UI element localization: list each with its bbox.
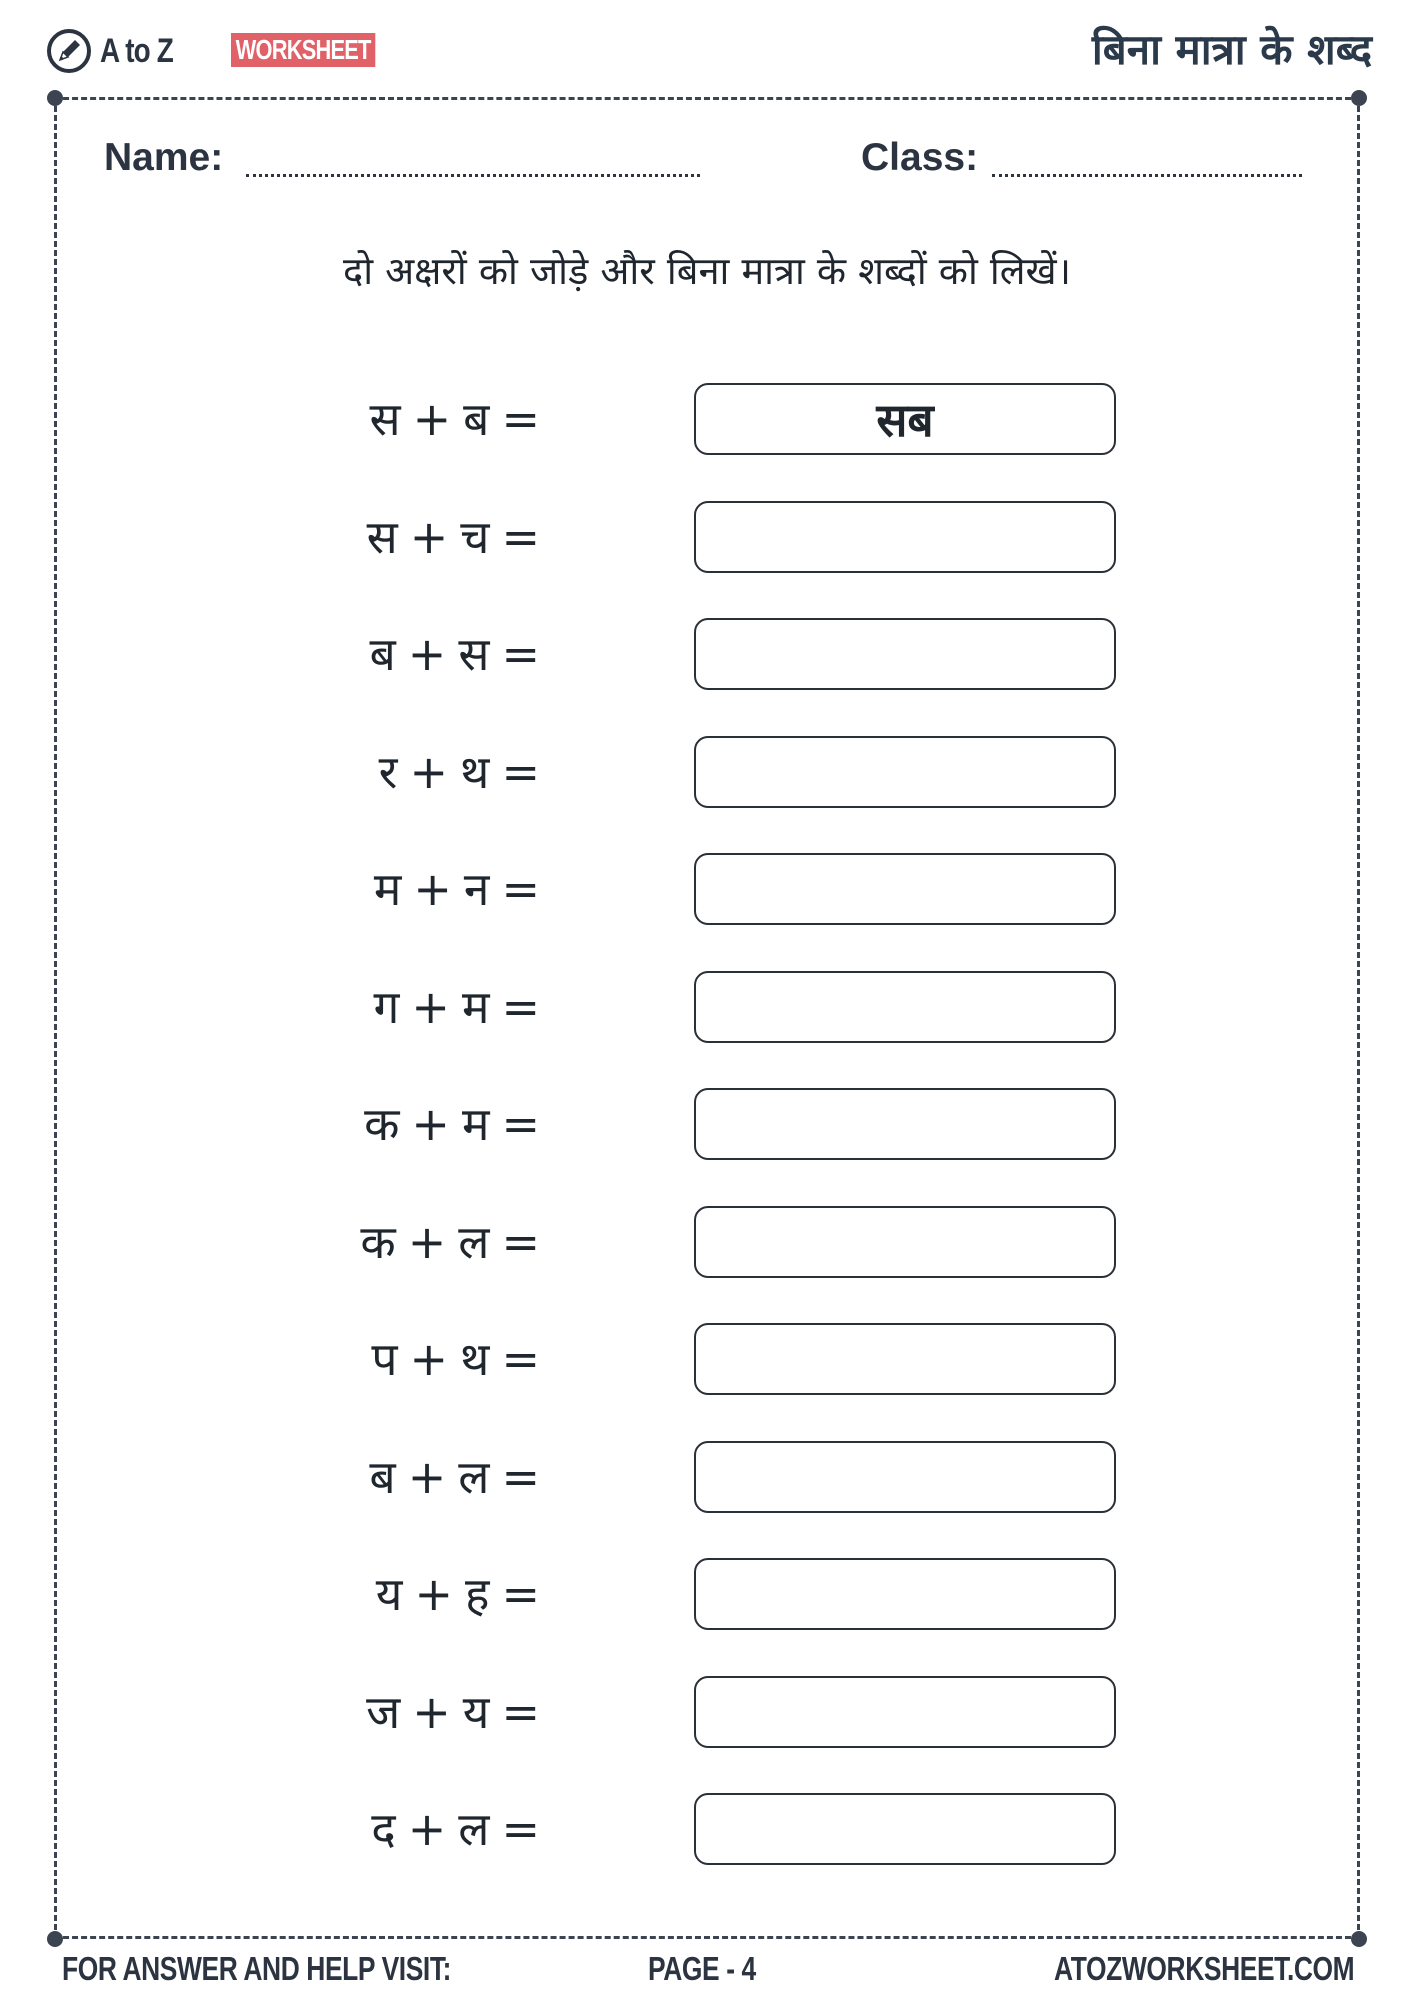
letter-b: ल: [458, 1215, 490, 1269]
letter-b: स: [458, 627, 490, 681]
answer-box[interactable]: [694, 736, 1116, 808]
plus-sign: +: [414, 1567, 454, 1621]
letter-a: क: [360, 1215, 396, 1269]
letter-equation: [366, 1676, 540, 1748]
equals-sign: =: [501, 1802, 540, 1856]
name-label: Name:: [104, 136, 224, 179]
answer-box[interactable]: [694, 501, 1116, 573]
logo-badge: WORKSHEET: [231, 33, 375, 67]
equals-sign: =: [501, 627, 540, 681]
plus-sign: +: [409, 1332, 449, 1386]
letter-equation: [374, 853, 540, 925]
letter-equation: [364, 1088, 540, 1160]
exercise-row: [0, 1206, 1414, 1278]
equals-sign: =: [501, 1215, 540, 1269]
plus-sign: +: [412, 392, 452, 446]
letter-a: ज: [366, 1685, 401, 1739]
plus-sign: +: [407, 627, 447, 681]
answer-box[interactable]: [694, 1676, 1116, 1748]
letter-equation: [376, 1558, 540, 1630]
plus-sign: +: [407, 1215, 447, 1269]
letter-equation: [367, 501, 540, 573]
plus-sign: +: [412, 1685, 451, 1739]
letter-b: ब: [463, 392, 490, 446]
pencil-circle-icon: [46, 28, 92, 74]
worksheet-title: बिना मात्रा के शब्द: [1091, 25, 1372, 74]
equals-sign: =: [501, 1097, 540, 1151]
answer-box[interactable]: [694, 971, 1116, 1043]
letter-a: स: [369, 392, 401, 446]
letter-a: द: [371, 1802, 396, 1856]
answer-box[interactable]: [694, 1088, 1116, 1160]
plus-sign: +: [409, 510, 449, 564]
class-label: Class:: [861, 136, 979, 179]
instruction-text: दो अक्षरों को जोड़े और बिना मात्रा के शब्दों को लिखें।: [343, 249, 1071, 293]
letter-a: म: [373, 862, 402, 916]
letter-equation: [371, 1793, 540, 1865]
answer-box[interactable]: [694, 1206, 1116, 1278]
letter-b: ल: [458, 1450, 490, 1504]
letter-b: च: [460, 510, 490, 564]
letter-a: र: [378, 745, 398, 799]
footer-help-text: FOR ANSWER AND HELP VISIT:: [62, 1950, 452, 1987]
plus-sign: +: [413, 862, 452, 916]
equals-sign: =: [501, 862, 540, 916]
letter-equation: [371, 1323, 540, 1395]
exercise-row: [0, 1558, 1414, 1630]
plus-sign: +: [407, 1802, 447, 1856]
frame-corner-bottom-left: [47, 1931, 63, 1947]
exercise-row: [0, 853, 1414, 925]
exercise-row: [0, 736, 1414, 808]
answer-box[interactable]: [694, 853, 1116, 925]
letter-b: य: [462, 1685, 490, 1739]
letter-a: प: [371, 1332, 398, 1386]
letter-equation: [370, 618, 540, 690]
equals-sign: =: [501, 510, 540, 564]
letter-equation: [370, 383, 540, 455]
plus-sign: +: [407, 1450, 447, 1504]
letter-b: थ: [460, 745, 490, 799]
letter-a: य: [375, 1567, 403, 1621]
brand-logo: [46, 26, 371, 76]
page-number: PAGE - 4: [648, 1950, 756, 1987]
letter-b: न: [463, 862, 490, 916]
equals-sign: =: [501, 1450, 540, 1504]
letter-b: थ: [460, 1332, 490, 1386]
letter-a: ब: [369, 1450, 396, 1504]
letter-a: ब: [369, 627, 396, 681]
exercise-row: [0, 1441, 1414, 1513]
letter-a: क: [364, 1097, 400, 1151]
footer-website-link[interactable]: ATOZWORKSHEET.COM: [1053, 1950, 1354, 1987]
answer-box[interactable]: [694, 1441, 1116, 1513]
letter-equation: [379, 736, 540, 808]
letter-equation: [373, 971, 540, 1043]
frame-corner-top-left: [47, 90, 63, 106]
class-field[interactable]: [992, 174, 1302, 177]
letter-b: ह: [465, 1567, 490, 1621]
exercise-row: [0, 383, 1414, 455]
answer-box[interactable]: [694, 618, 1116, 690]
equals-sign: =: [501, 745, 540, 799]
exercise-row: [0, 1323, 1414, 1395]
name-field[interactable]: [246, 174, 700, 177]
letter-b: ल: [458, 1802, 490, 1856]
exercise-row: [0, 501, 1414, 573]
exercise-row: [0, 1676, 1414, 1748]
answer-box[interactable]: [694, 1323, 1116, 1395]
exercise-row: [0, 1088, 1414, 1160]
answer-box[interactable]: सब: [694, 383, 1116, 455]
letter-b: म: [461, 980, 490, 1034]
equals-sign: =: [501, 1685, 540, 1739]
equals-sign: =: [501, 980, 540, 1034]
letter-b: म: [461, 1097, 490, 1151]
letter-equation: [360, 1206, 540, 1278]
equals-sign: =: [501, 1567, 540, 1621]
logo-text: A to Z: [100, 31, 174, 70]
equals-sign: =: [501, 392, 540, 446]
plus-sign: +: [409, 745, 449, 799]
equals-sign: =: [501, 1332, 540, 1386]
letter-a: स: [366, 510, 398, 564]
plus-sign: +: [411, 1097, 450, 1151]
plus-sign: +: [411, 980, 450, 1034]
letter-a: ग: [373, 980, 400, 1034]
answer-box[interactable]: [694, 1558, 1116, 1630]
letter-equation: [369, 1441, 540, 1513]
exercise-row: [0, 1793, 1414, 1865]
frame-corner-bottom-right: [1351, 1931, 1367, 1947]
frame-corner-top-right: [1351, 90, 1367, 106]
exercise-row: [0, 971, 1414, 1043]
exercise-row: [0, 618, 1414, 690]
answer-box[interactable]: [694, 1793, 1116, 1865]
